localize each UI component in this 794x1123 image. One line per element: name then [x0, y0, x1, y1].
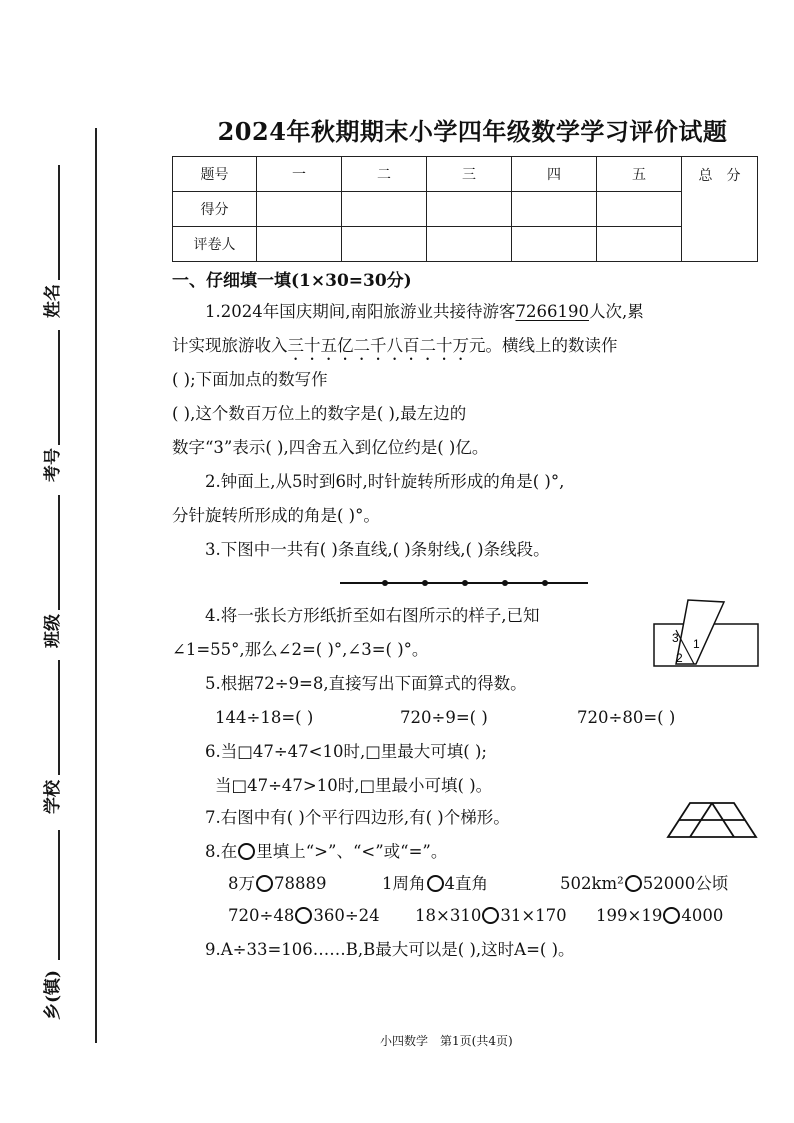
town-blank	[58, 830, 60, 960]
town-label: 乡(镇)	[43, 969, 63, 1020]
header-cell: 一	[257, 157, 342, 192]
school-blank	[58, 660, 60, 775]
q8-row2-item	[228, 904, 380, 928]
q1-line1	[205, 300, 644, 324]
compare-left: 1周角	[382, 874, 426, 893]
header-cell: 二	[342, 157, 427, 192]
q4-line2[interactable]: ∠1=55°,那么∠2=( )°,∠3=( )°。	[172, 640, 429, 659]
compare-circle[interactable]	[427, 875, 444, 892]
q6-line2[interactable]: 当□47÷47>10时,□里最小可填( )。	[215, 776, 493, 795]
header-cell: 三	[427, 157, 512, 192]
q4-line1: 4.将一张长方形纸折至如右图所示的样子,已知	[205, 606, 540, 625]
q3-line-figure	[340, 575, 590, 591]
header-cell: 题号	[173, 157, 257, 192]
section-heading: 一、仔细填一填(1×30=30分)	[172, 271, 412, 291]
q1-dotted-number: 三十五亿二千八百二十万	[287, 336, 469, 355]
exam-no-blank	[58, 330, 60, 445]
q1-text-c: 计实现旅游收入	[172, 336, 288, 355]
q1-line2	[172, 334, 618, 364]
q1-line4[interactable]: ( ),这个数百万位上的数字是( ),最左边的	[172, 404, 467, 423]
q8-row2-item	[596, 904, 723, 928]
score-cell[interactable]	[427, 192, 512, 227]
q6-line1[interactable]: 6.当□47÷47<10时,□里最大可填( );	[205, 742, 487, 761]
compare-left: 18×310	[415, 906, 482, 925]
row-grader-label: 评卷人	[173, 227, 257, 262]
q8-text-b: 里填上“>”、“<”或“=”。	[256, 842, 448, 861]
score-cell[interactable]	[257, 192, 342, 227]
school-label: 学校	[43, 780, 63, 814]
angle-label-1: 1	[693, 637, 700, 651]
q3-line[interactable]: 3.下图中一共有( )条直线,( )条射线,( )条线段。	[205, 540, 550, 559]
q5-line1: 5.根据72÷9=8,直接写出下面算式的得数。	[205, 674, 527, 693]
name-label: 姓名	[43, 284, 63, 318]
compare-right: 4000	[681, 906, 724, 925]
compare-circle[interactable]	[663, 907, 680, 924]
q7-line[interactable]: 7.右图中有( )个平行四边形,有( )个梯形。	[205, 808, 510, 827]
name-blank	[58, 165, 60, 280]
score-cell[interactable]	[597, 192, 682, 227]
q5-calc-2[interactable]: 720÷9=( )	[400, 708, 488, 727]
q8-line1	[205, 840, 447, 864]
compare-right: 4直角	[444, 874, 488, 893]
compare-left: 720÷48	[228, 906, 295, 925]
class-label: 班级	[43, 614, 63, 648]
compare-right: 52000公顷	[642, 874, 729, 893]
compare-left: 502km²	[560, 874, 624, 893]
q2-line2[interactable]: 分针旋转所形成的角是( )°。	[172, 506, 380, 525]
q8-row2-item	[415, 904, 567, 928]
score-cell[interactable]	[342, 192, 427, 227]
grader-cell[interactable]	[342, 227, 427, 262]
compare-right: 360÷24	[313, 906, 380, 925]
binding-line	[95, 128, 97, 1043]
trapezoid-figure	[666, 800, 758, 840]
compare-circle[interactable]	[295, 907, 312, 924]
q1-text-d: 元。横线上的数读作	[469, 336, 618, 355]
header-cell: 五	[597, 157, 682, 192]
compare-left: 199×19	[596, 906, 663, 925]
compare-left: 8万	[228, 874, 255, 893]
angle-label-3: 3	[672, 631, 679, 645]
compare-right: 31×170	[500, 906, 567, 925]
q5-calc-3[interactable]: 720÷80=( )	[577, 708, 676, 727]
circle-icon	[238, 843, 255, 860]
q8-row1-item	[382, 872, 488, 896]
header-cell: 四	[512, 157, 597, 192]
compare-circle[interactable]	[482, 907, 499, 924]
grader-cell[interactable]	[512, 227, 597, 262]
q8-row1-item	[228, 872, 327, 896]
page-title: 2024年秋期期末小学四年级数学学习评价试题	[217, 117, 728, 146]
q1-text-b: 人次,累	[588, 302, 644, 321]
compare-circle[interactable]	[625, 875, 642, 892]
compare-circle[interactable]	[256, 875, 273, 892]
q1-underlined-number: 7266190	[515, 302, 589, 321]
page-footer: 小四数学 第1页(共4页)	[380, 1034, 513, 1048]
q9-line[interactable]: 9.A÷33=106……B,B最大可以是( ),这时A=( )。	[205, 940, 575, 959]
score-table	[172, 156, 758, 262]
folded-paper-figure	[650, 596, 760, 672]
row-score-label: 得分	[173, 192, 257, 227]
q8-text-a: 8.在	[205, 842, 238, 861]
q1-line3[interactable]: ( );下面加点的数写作	[172, 370, 328, 389]
q5-calc-1[interactable]: 144÷18=( )	[215, 708, 314, 727]
compare-right: 78889	[274, 874, 327, 893]
q1-line5[interactable]: 数字“3”表示( ),四舍五入到亿位约是( )亿。	[172, 438, 489, 457]
grader-cell[interactable]	[597, 227, 682, 262]
q8-row1-item	[560, 872, 728, 896]
total-score-cell[interactable]: 总 分	[682, 157, 758, 262]
class-blank	[58, 495, 60, 610]
grader-cell[interactable]	[257, 227, 342, 262]
q2-line1[interactable]: 2.钟面上,从5时到6时,时针旋转所形成的角是( )°,	[205, 472, 565, 491]
score-cell[interactable]	[512, 192, 597, 227]
exam-no-label: 考号	[43, 448, 63, 482]
q1-text-a: 1.2024年国庆期间,南阳旅游业共接待游客	[205, 302, 516, 321]
angle-label-2: 2	[676, 651, 683, 665]
grader-cell[interactable]	[427, 227, 512, 262]
